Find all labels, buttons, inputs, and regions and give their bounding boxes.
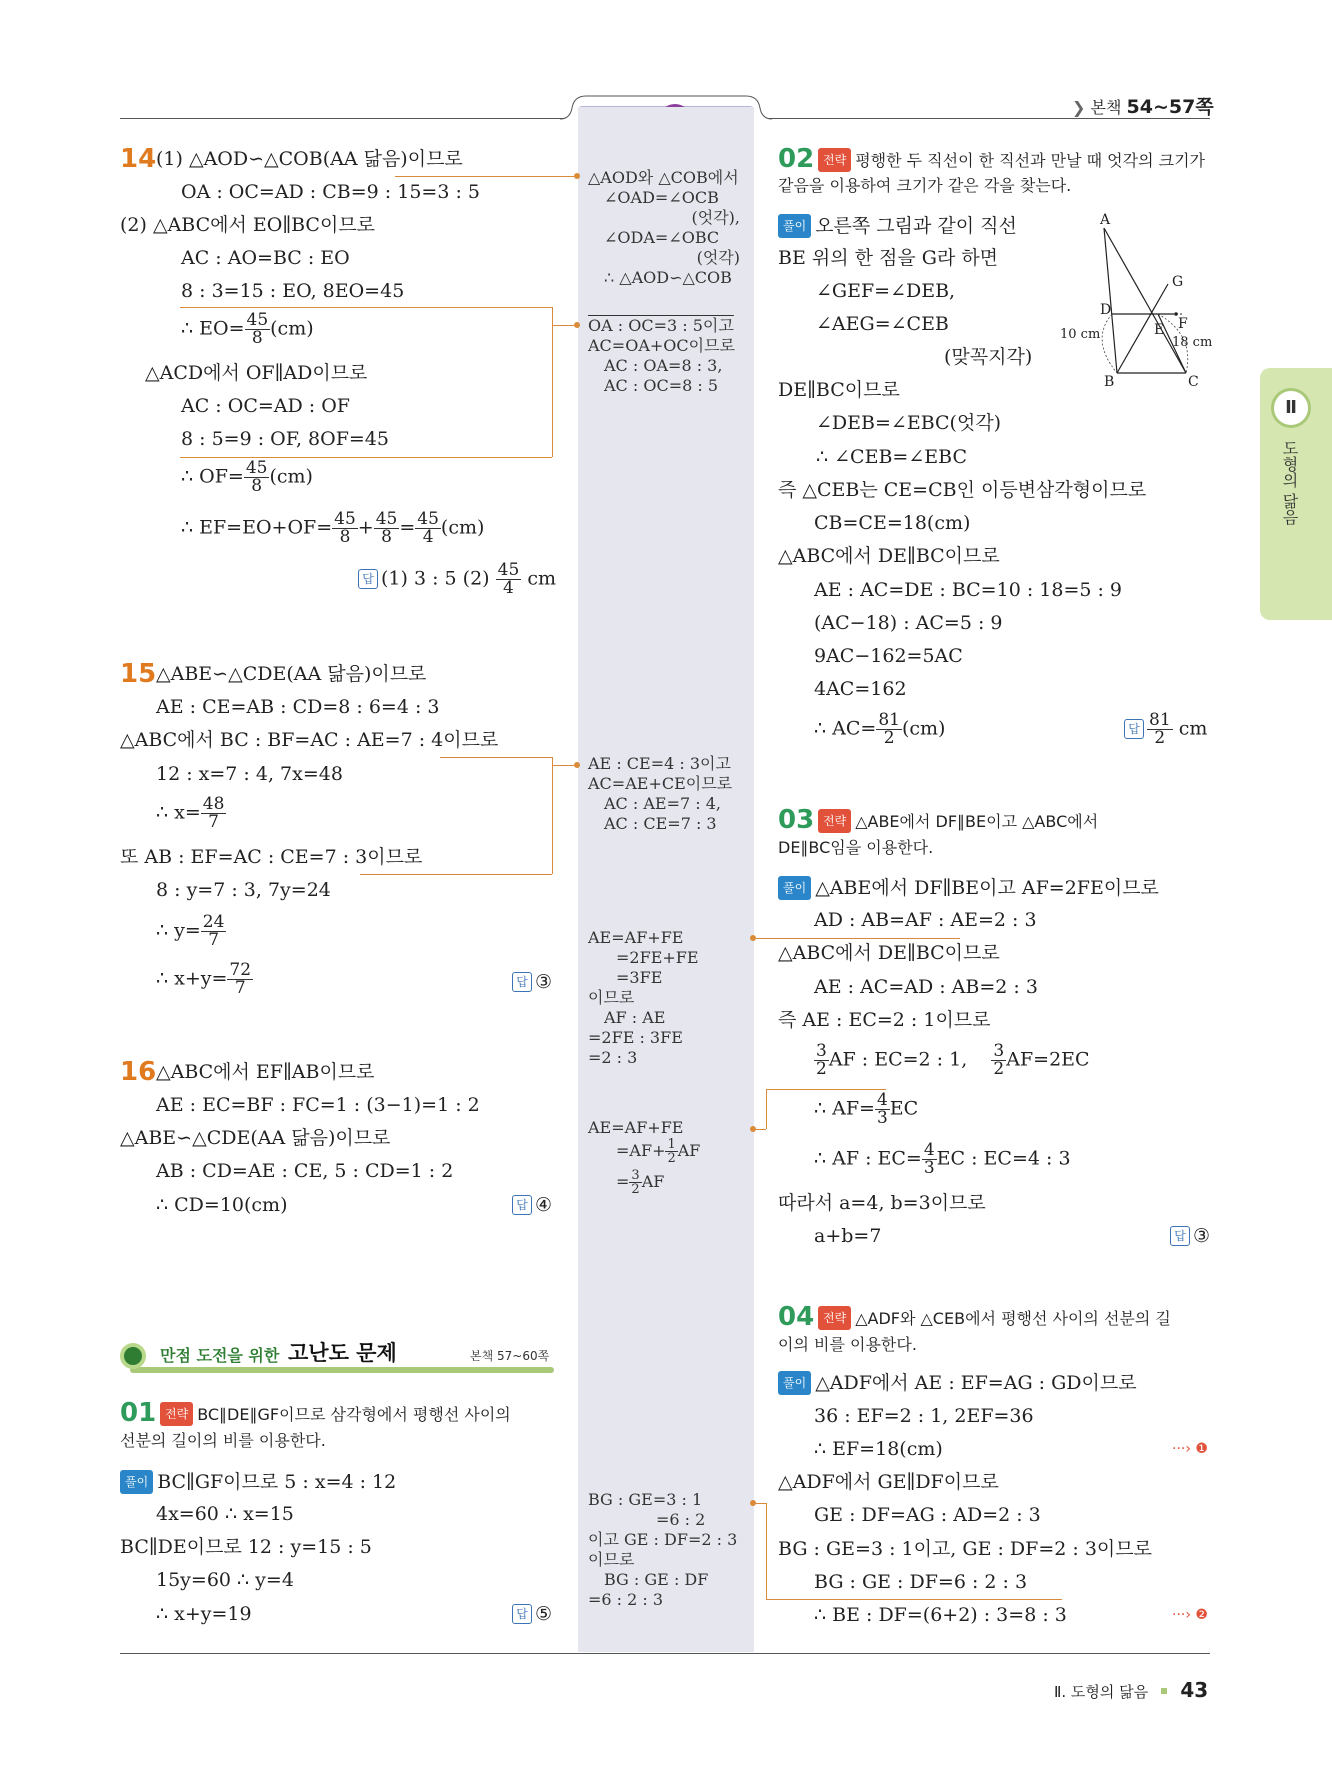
p03-line-1: 풀이 △ABE에서 DF∥BE이고 AF=2FE이므로 — [778, 876, 1159, 900]
connector-04c — [766, 1599, 1062, 1600]
banner-prefix: 만점 도전을 위한 — [160, 1346, 280, 1365]
problem-15-number: 15 — [120, 659, 157, 689]
box-note-6: BG : GE=3 : 1 =6 : 2 이고 GE : DF=2 : 3 이므로 BG : GE : DF =6 : 2 : 3 — [588, 1490, 738, 1609]
p02-line-9: 즉 △CEB는 CE=CB인 이등변삼각형이므로 — [778, 479, 1147, 501]
p01-strategy-1: 전략 BC∥DE∥GF이므로 삼각형에서 평행선 사이의 — [160, 1402, 511, 1426]
p15-line-2: AE : CE=AB : CD=8 : 6=4 : 3 — [156, 696, 440, 718]
p04-marker-2: ···› ❷ — [1172, 1607, 1208, 1623]
fig-length-18: 18 cm — [1172, 335, 1213, 350]
p02-line-15: 4AC=162 — [814, 678, 907, 700]
p01-strategy-2: 선분의 길이의 비를 이용한다. — [120, 1431, 326, 1450]
p02-line-13: (AC−18) : AC=5 : 9 — [814, 612, 1003, 634]
p04-strategy-2: 이의 비를 이용한다. — [778, 1335, 917, 1354]
footer-rule — [120, 1653, 1210, 1654]
fig-label-g: G — [1172, 274, 1184, 290]
p15-line-7: 8 : y=7 : 3, 7y=24 — [156, 879, 331, 901]
p01-line-2: 4x=60 ∴ x=15 — [156, 1503, 294, 1525]
p14-line-7: △ACD에서 OF∥AD이므로 — [145, 362, 368, 384]
p16-line-4: AB : CD=AE : CE, 5 : CD=1 : 2 — [156, 1160, 454, 1182]
fig-length-10: 10 cm — [1060, 327, 1101, 342]
box-note-5: AE=AF+FE =AF+ $\frac{1}{2}$ AF = $\frac{3}{2}$ AF — [588, 1118, 701, 1197]
side-tab-roman: Ⅱ — [1271, 388, 1311, 428]
problem-03-number: 03 — [778, 805, 815, 835]
p02-line-4: ∠AEG=∠CEB — [816, 313, 949, 335]
section-banner — [120, 1335, 554, 1373]
p16-line-5: ∴ CD=10(cm) — [156, 1194, 288, 1216]
chevron-right-icon: ❯ — [1072, 98, 1086, 117]
p02-answer: 답 $\frac{81}{2}$ cm — [1124, 712, 1207, 747]
p02-line-2: BE 위의 한 점을 G라 하면 — [778, 247, 999, 269]
p14-line-8: AC : OC=AD : OF — [181, 395, 350, 417]
p14-line-6: ∴ EO= $\frac{45}{8}$ (cm) — [181, 310, 314, 348]
p02-line-7: ∠DEB=∠EBC(엇각) — [816, 412, 1002, 434]
connector-15d — [552, 765, 574, 766]
p02-strategy-1: 전략 평행한 두 직선이 한 직선과 만날 때 엇각의 크기가 — [818, 148, 1205, 172]
p02-line-10: CB=CE=18(cm) — [814, 512, 971, 534]
p14-line-3: (2) △ABC에서 EO∥BC이므로 — [120, 214, 376, 236]
p02-line-1: 풀이 오른쪽 그림과 같이 직선 — [778, 214, 1017, 238]
fig-label-d: D — [1100, 302, 1112, 318]
book-ref-label: 본책 — [1090, 98, 1122, 117]
box-note-4: AE=AF+FE =2FE+FE =3FE 이므로 AF : AE =2FE : 3FE =2 : 3 — [588, 928, 699, 1067]
connector-dot — [574, 322, 580, 328]
book-ref-pages: 54~57쪽 — [1126, 96, 1214, 118]
page-number: 43 — [1180, 1678, 1209, 1702]
p04-line-6: BG : GE=3 : 1이고, GE : DF=2 : 3이므로 — [778, 1538, 1152, 1560]
connector-14c — [552, 307, 553, 457]
p03-line-6: $\frac{3}{2}$ AF : EC=2 : 1, $\frac{3}{2}$ AF=2EC — [816, 1041, 1090, 1079]
p03-line-8: ∴ AF : EC= $\frac{4}{3}$ EC : EC=4 : 3 — [814, 1140, 1071, 1178]
p02-strategy-2: 같음을 이용하여 크기가 같은 각을 찾는다. — [778, 176, 1072, 195]
connector-04b — [766, 1503, 767, 1599]
p16-line-2: AE : EC=BF : FC=1 : (3−1)=1 : 2 — [156, 1094, 480, 1116]
p16-answer: 답 ④ — [512, 1194, 552, 1216]
p02-line-12: AE : AC=DE : BC=10 : 18=5 : 9 — [814, 579, 1123, 601]
problem-14-number: 14 — [120, 144, 157, 174]
p03-line-9: 따라서 a=4, b=3이므로 — [778, 1192, 986, 1214]
connector-14a — [395, 176, 575, 177]
connector-03a — [756, 938, 960, 939]
p14-line-10: ∴ OF= $\frac{45}{8}$ (cm) — [181, 458, 313, 496]
connector-dot — [574, 762, 580, 768]
p15-line-6: 또 AB : EF=AC : CE=7 : 3이므로 — [120, 846, 423, 868]
connector-03b — [756, 1129, 766, 1130]
p03-strategy-2: DE∥BC임을 이용한다. — [778, 838, 934, 857]
banner-bar — [130, 1367, 554, 1373]
p15-line-1: △ABE∽△CDE(AA 닮음)이므로 — [156, 663, 427, 685]
fig-label-c: C — [1188, 374, 1199, 390]
box-note-1: △AOD와 △COB에서 ∠OAD=∠OCB (엇각), ∠ODA=∠OBC (엇각) ∴ △AOD∽△COB — [588, 168, 740, 287]
fig-label-b: B — [1104, 374, 1115, 390]
p15-line-3: △ABC에서 BC : BF=AC : AE=7 : 4이므로 — [120, 729, 499, 751]
p02-line-8: ∴ ∠CEB=∠EBC — [816, 446, 967, 468]
header-rule-left — [120, 118, 570, 119]
p02-line-16: ∴ AC= $\frac{81}{2}$ (cm) — [814, 710, 946, 748]
problem-04-number: 04 — [778, 1302, 815, 1332]
p14-line-1: (1) △AOD∽△COB(AA 닮음)이므로 — [156, 148, 463, 170]
p15-line-8: ∴ y= $\frac{24}{7}$ — [156, 912, 225, 950]
fig-label-f: F — [1178, 316, 1188, 332]
fig-line-ac — [1104, 228, 1186, 373]
connector-04a — [756, 1503, 766, 1504]
p03-line-2: AD : AB=AF : AE=2 : 3 — [814, 909, 1037, 931]
p15-answer: 답 ③ — [512, 971, 552, 993]
p04-line-4: △ADF에서 GE∥DF이므로 — [778, 1471, 999, 1493]
problem-01-number: 01 — [120, 1398, 157, 1428]
p03-line-10: a+b=7 — [814, 1225, 882, 1247]
p03-line-3: △ABC에서 DE∥BC이므로 — [778, 942, 1000, 964]
p02-line-14: 9AC−162=5AC — [814, 645, 963, 667]
p04-line-8: ∴ BE : DF=(6+2) : 3=8 : 3 — [814, 1604, 1067, 1626]
p04-line-5: GE : DF=AG : AD=2 : 3 — [814, 1504, 1041, 1526]
connector-15c — [360, 874, 552, 875]
p16-line-1: △ABC에서 EF∥AB이므로 — [156, 1061, 375, 1083]
p04-line-2: 36 : EF=2 : 1, 2EF=36 — [814, 1405, 1034, 1427]
connector-03c — [766, 1089, 767, 1129]
p04-line-1: 풀이 △ADF에서 AE : EF=AG : GD이므로 — [778, 1371, 1137, 1395]
connector-14b — [180, 307, 552, 308]
connector-dot — [574, 173, 580, 179]
p02-line-3: ∠GEF=∠DEB, — [816, 280, 956, 302]
p14-line-2: OA : OC=AD : CB=9 : 15=3 : 5 — [181, 181, 480, 203]
p15-line-5: ∴ x= $\frac{48}{7}$ — [156, 794, 225, 832]
book-ref — [1072, 92, 1214, 119]
p14-line-5: 8 : 3=15 : EO, 8EO=45 — [181, 280, 405, 302]
p15-line-4: 12 : x=7 : 4, 7x=48 — [156, 763, 343, 785]
p14-line-11: ∴ EF=EO+OF= $\frac{45}{8}$ + $\frac{45}{8}$ = $\frac{45}{4}$ (cm) — [181, 509, 485, 547]
footer-bullet-icon — [1161, 1688, 1167, 1694]
p14-line-9: 8 : 5=9 : OF, 8OF=45 — [181, 428, 389, 450]
connector-14e — [552, 325, 574, 326]
p02-figure — [1060, 210, 1220, 390]
footer-chapter: Ⅱ. 도형의 닮음 — [1054, 1683, 1149, 1701]
p01-answer: 답 ⑤ — [512, 1603, 552, 1625]
p01-line-5: ∴ x+y=19 — [156, 1603, 252, 1625]
problem-16-number: 16 — [120, 1057, 157, 1087]
side-tab-text: 도형의 닮음 — [1280, 440, 1299, 526]
banner-circle-icon — [120, 1343, 146, 1369]
p01-line-3: BC∥DE이므로 12 : y=15 : 5 — [120, 1536, 372, 1558]
banner-title: 고난도 문제 — [288, 1341, 397, 1365]
p03-line-7: ∴ AF= $\frac{4}{3}$ EC — [814, 1090, 919, 1128]
p02-line-5: (맞꼭지각) — [944, 346, 1033, 368]
fig-line-ab — [1104, 228, 1117, 373]
banner-pages: 본책 57~60쪽 — [470, 1349, 550, 1363]
p04-marker-1: ···› ❶ — [1172, 1441, 1208, 1457]
problem-02-number: 02 — [778, 144, 815, 174]
p04-strategy-1: 전략 △ADF와 △CEB에서 평행선 사이의 선분의 길 — [818, 1306, 1171, 1330]
p16-line-3: △ABE∽△CDE(AA 닮음)이므로 — [120, 1127, 391, 1149]
p02-line-6: DE∥BC이므로 — [778, 379, 900, 401]
box-note-3: AE : CE=4 : 3이고 AC=AE+CE이므로 AC : AE=7 : 4, AC : CE=7 : 3 — [588, 754, 733, 833]
p02-line-11: △ABC에서 DE∥BC이므로 — [778, 545, 1000, 567]
p04-line-7: BG : GE : DF=6 : 2 : 3 — [814, 1571, 1028, 1593]
connector-15b — [552, 757, 553, 874]
box-note-2: OA : OC=3 : 5이고 AC=OA+OC이므로 AC : OA=8 : 3, AC : OC=8 : 5 — [588, 316, 736, 395]
fig-label-a: A — [1100, 212, 1111, 228]
p03-answer: 답 ③ — [1170, 1225, 1210, 1247]
p14-line-4: AC : AO=BC : EO — [181, 247, 350, 269]
fig-label-e: E — [1154, 322, 1165, 338]
p15-line-9: ∴ x+y= $\frac{72}{7}$ — [156, 960, 252, 998]
p03-line-5: 즉 AE : EC=2 : 1이므로 — [778, 1009, 991, 1031]
connector-14d — [180, 457, 552, 458]
p01-line-4: 15y=60 ∴ y=4 — [156, 1569, 294, 1591]
p03-line-4: AE : AC=AD : AB=2 : 3 — [814, 976, 1038, 998]
connector-03d — [766, 1089, 886, 1090]
footer — [1054, 1678, 1208, 1702]
p03-strategy-1: 전략 △ABE에서 DF∥BE이고 △ABC에서 — [818, 809, 1098, 833]
connector-15a — [440, 757, 552, 758]
p14-answer: 답 (1) 3 : 5 (2) $\frac{45}{4}$ cm — [358, 562, 556, 597]
p04-line-3: ∴ EF=18(cm) — [814, 1438, 943, 1460]
p01-line-1: 풀이 BC∥GF이므로 5 : x=4 : 12 — [120, 1470, 396, 1494]
